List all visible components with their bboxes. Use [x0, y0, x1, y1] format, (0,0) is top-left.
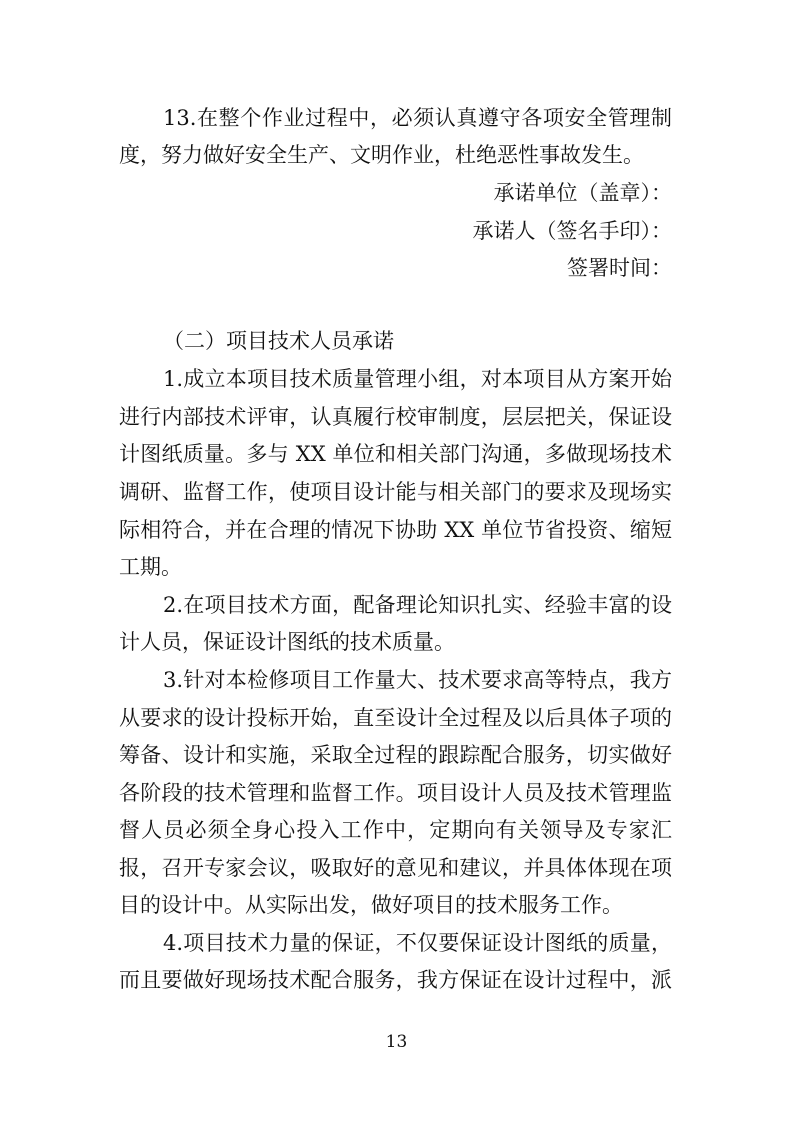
signature-person-label: 承诺人（签名手印）： — [472, 219, 672, 243]
text-line: 计人员，保证设计图纸的技术质量。 — [119, 630, 455, 654]
section-heading: （二）项目技术人员承诺 — [163, 329, 394, 353]
text-line: 计图纸质量。多与 XX 单位和相关部门沟通，多做现场技术 — [119, 442, 672, 466]
signature-date-label: 签署时间： — [567, 256, 672, 280]
text-line: 工期。 — [119, 555, 182, 579]
signature-unit-label: 承诺单位（盖章）： — [493, 181, 672, 205]
text-line: 目的设计中。从实际出发，做好项目的技术服务工作。 — [119, 893, 623, 917]
text-line: 度，努力做好安全生产、文明作业，杜绝恶性事故发生。 — [119, 143, 644, 167]
text-line: 督人员必须全身心投入工作中，定期向有关领导及专家汇 — [119, 818, 672, 842]
text-line: 2.在项目技术方面，配备理论知识扎实、经验丰富的设 — [163, 593, 672, 617]
text-line: 各阶段的技术管理和监督工作。项目设计人员及技术管理监 — [119, 781, 672, 805]
text-line: 1.成立本项目技术质量管理小组，对本项目从方案开始 — [163, 367, 672, 391]
text-line: 筹备、设计和实施，采取全过程的跟踪配合服务，切实做好 — [119, 743, 672, 767]
text-line: 从要求的设计投标开始，直至设计全过程及以后具体子项的 — [119, 706, 672, 730]
text-line: 际相符合，并在合理的情况下协助 XX 单位节省投资、缩短 — [119, 518, 672, 542]
text-line: 调研、监督工作，使项目设计能与相关部门的要求及现场实 — [119, 480, 672, 504]
text-line: 13.在整个作业过程中，必须认真遵守各项安全管理制 — [163, 106, 672, 130]
text-line: 而且要做好现场技术配合服务，我方保证在设计过程中，派 — [119, 968, 672, 992]
text-line: 3.针对本检修项目工作量大、技术要求高等特点，我方 — [163, 668, 672, 692]
text-line: 报，召开专家会议，吸取好的意见和建议，并具体体现在项 — [119, 856, 672, 880]
text-line: 进行内部技术评审，认真履行校审制度，层层把关，保证设 — [119, 405, 672, 429]
text-line: 4.项目技术力量的保证，不仅要保证设计图纸的质量， — [163, 931, 672, 955]
page-number: 13 — [385, 1032, 408, 1052]
